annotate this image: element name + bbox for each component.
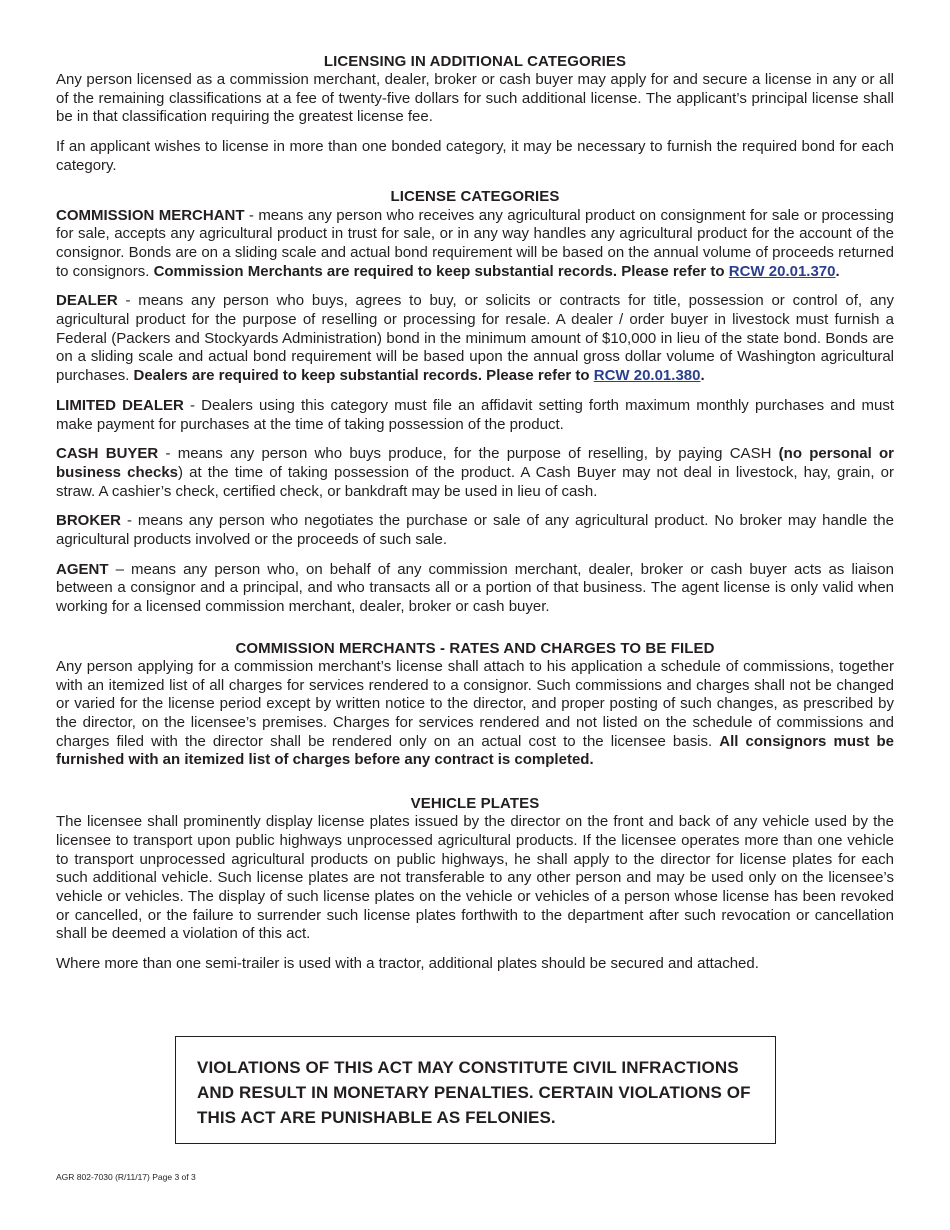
definition-commission-merchant bbox=[56, 207, 894, 282]
dealer-text: - means any person who buys, agrees to buy, or solicits or contracts for title, possession or control of, any agricultural product for the purpose of reselling or processing for resale. A dealer / order buyer in livestock must furnish a Federal (Packers and Stockyards Administration) bond in the minimum amount of $10,000 in lieu of the state bond. Bonds are on a sliding scale and actual bond requirement will be based upon the annual gross dollar volume of Washington agricultural purchases. bbox=[56, 292, 894, 385]
heading-vehicle-plates: VEHICLE PLATES bbox=[410, 795, 540, 813]
violations-notice-box bbox=[175, 1036, 776, 1144]
definition-limited-dealer bbox=[56, 397, 894, 434]
rates-text: Any person applying for a commission merchant’s license shall attach to his application a schedule of commissions, together with an itemized list of all charges for services rendered to a consignor. Such commissions and charges shall not be changed or varied for the license period except by written notice to the director, and proper posting of such changes, as prescribed by the director, on the licensee’s premises. Charges for services rendered and not listed on the schedule of commissions and charges filed with the director shall be rendered only on an actual cost to the licensee basis. bbox=[56, 657, 894, 750]
term-cash-buyer: CASH BUYER bbox=[56, 445, 159, 463]
cash-buyer-no-checks: (no personal or business checks bbox=[56, 445, 894, 481]
commission-merchant-period: . bbox=[835, 262, 840, 280]
dealer-period: . bbox=[700, 367, 705, 385]
heading-license-categories: LICENSE CATEGORIES bbox=[390, 187, 560, 205]
page-footer: AGR 802-7030 (R/11/17) Page 3 of 3 bbox=[56, 1172, 196, 1182]
dealer-records-note: Dealers are required to keep substantial records. Please refer to bbox=[133, 367, 594, 385]
agent-text: – means any person who, on behalf of any commission merchant, dealer, broker or cash buyer acts as liaison between a consignor and a principal, and who transacts all or a portion of that business. The agent license is only valid when working for a licensed commission merchant, dealer, broker or cash buyer. bbox=[56, 560, 894, 616]
paragraph-semi-trailer: Where more than one semi-trailer is used with a tractor, additional plates should be secured and attached. bbox=[56, 955, 759, 973]
definition-broker bbox=[56, 512, 894, 549]
commission-merchant-text: - means any person who receives any agricultural product on consignment for sale or processing for sale, accepts any agricultural product in trust for sale, or in any way handles any agricultural product for the account of the consignor. Bonds are on a sliding scale and actual bond requirement will be based on the annual volume of proceeds returned to consignors. bbox=[56, 206, 894, 280]
rates-consignors-note: All consignors must be furnished with an itemized list of charges before any contract is completed. bbox=[56, 732, 894, 769]
heading-additional-categories: LICENSING IN ADDITIONAL CATEGORIES bbox=[323, 53, 627, 70]
term-dealer: DEALER bbox=[56, 292, 118, 310]
definition-agent bbox=[56, 561, 894, 617]
broker-text: - means any person who negotiates the purchase or sale of any agricultural product. No broker may handle the agricultural products involved or the proceeds of such sale. bbox=[56, 512, 894, 549]
paragraph-additional-license: Any person licensed as a commission merchant, dealer, broker or cash buyer may apply for and secure a license in any or all of the remaining classifications at a fee of twenty-five dollars for such additional license. The applicant’s principal license shall be in that classification requiring the greatest license fee. bbox=[56, 71, 894, 126]
notice-line-2: AND RESULT IN MONETARY PENALTIES. CERTAIN VIOLATIONS OF bbox=[197, 1083, 751, 1102]
limited-dealer-text: - Dealers using this category must file an affidavit setting forth maximum monthly purchases and must make payment for purchases at the time of taking possession of the product. bbox=[56, 396, 894, 433]
cash-buyer-text-2: ) at the time of taking possession of the product. A Cash Buyer may not deal in livestock, hay, grain, or straw. A cashier’s check, certified check, or bankdraft may be used in lieu of cash. bbox=[56, 463, 894, 500]
commission-merchant-records-note: Commission Merchants are required to keep substantial records. Please refer to bbox=[153, 262, 729, 280]
heading-rates-and-charges: COMMISSION MERCHANTS - RATES AND CHARGES TO BE FILED bbox=[235, 639, 715, 657]
document-body bbox=[56, 52, 894, 974]
notice-line-1: VIOLATIONS OF THIS ACT MAY CONSTITUTE CIVIL INFRACTIONS bbox=[197, 1058, 739, 1077]
term-broker: BROKER bbox=[56, 512, 122, 530]
definition-dealer bbox=[56, 292, 894, 386]
paragraph-rates-and-charges bbox=[56, 658, 894, 770]
rcw-20-01-380-link[interactable]: RCW 20.01.380 bbox=[593, 367, 701, 385]
term-agent: AGENT bbox=[56, 560, 109, 578]
definition-cash-buyer bbox=[56, 445, 894, 501]
rcw-20-01-370-link[interactable]: RCW 20.01.370 bbox=[728, 262, 836, 280]
notice-line-3: THIS ACT ARE PUNISHABLE AS FELONIES. bbox=[197, 1108, 556, 1127]
paragraph-bonded-category: If an applicant wishes to license in more than one bonded category, it may be necessary to furnish the required bond for each category. bbox=[56, 138, 894, 174]
term-limited-dealer: LIMITED DEALER bbox=[56, 396, 184, 414]
cash-buyer-text-1: - means any person who buys produce, for the purpose of reselling, by paying CASH bbox=[158, 445, 779, 463]
term-commission-merchant: COMMISSION MERCHANT bbox=[56, 206, 245, 224]
paragraph-vehicle-plates: The licensee shall prominently display license plates issued by the director on the front and back of any vehicle used by the licensee to transport upon public highways unprocessed agricultural products. If the licensee operates more than one vehicle to transport unprocessed agricultural products on public highways, he shall apply to the director for license plates for each such additional vehicle. Such license plates are not transferable to any other person and may be used only on the licensee’s vehicle or vehicles. The display of such license plates on the vehicle or vehicles of a person whose license has been revoked or cancelled, or the failure to surrender such license plates forthwith to the department after such revocation or cancellation shall be deemed a violation of this act. bbox=[56, 813, 894, 943]
